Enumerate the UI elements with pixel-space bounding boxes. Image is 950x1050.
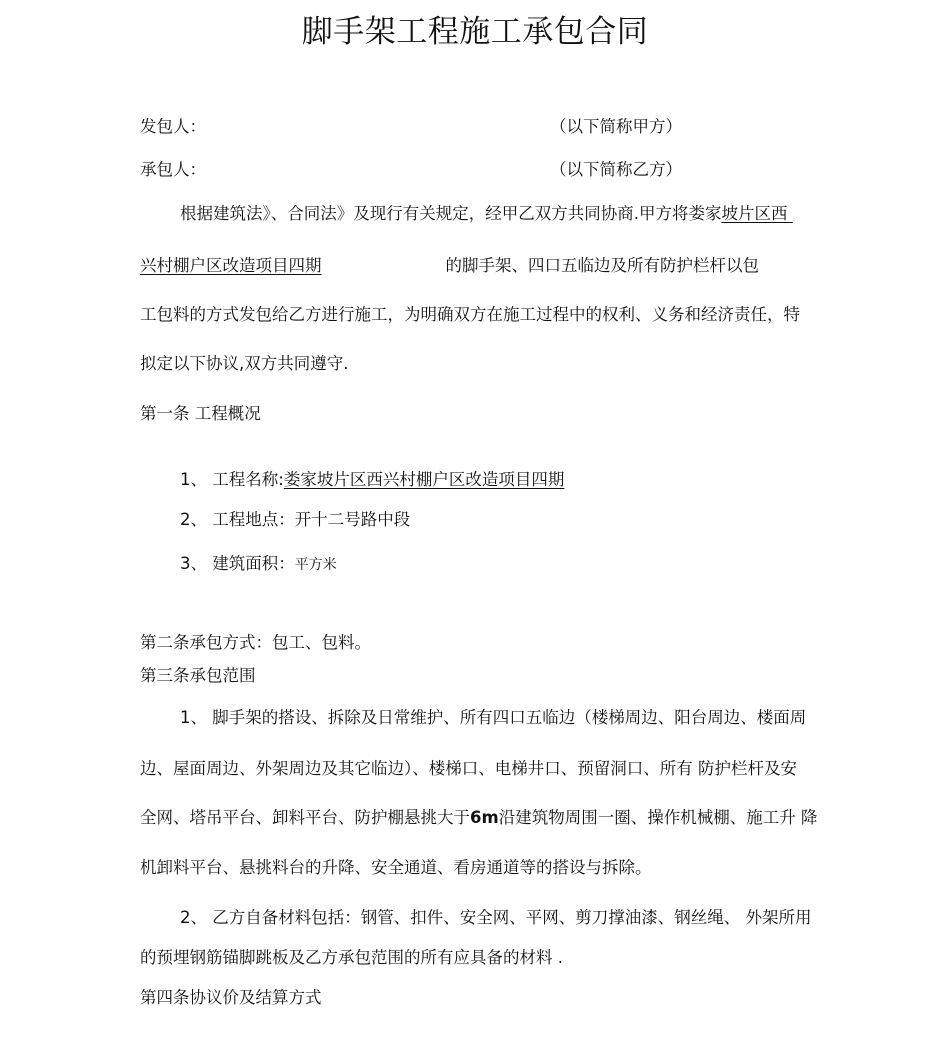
party-a-label: 发包人： [140,117,206,136]
preamble-line-4: 拟定以下协议,双方共同遵守. [140,354,349,373]
article-1-heading: 第一条 工程概况 [140,404,261,423]
article-3-heading: 第三条承包范围 [140,666,256,685]
item-3-unit: 平方米 [294,557,337,573]
project-name-underlined-part2: 兴村棚户区改造项目四期 [140,256,322,275]
p1-line-3-part-a: 全网、塔吊平台、卸料平台、防护棚悬挑大于 [140,808,470,827]
article-3-p1-line-1: 1、 脚手架的搭设、拆除及日常维护、所有四口五临边（楼梯周边、阳台周边、楼面周 [180,708,807,727]
article-1-item-3 [180,552,337,577]
preamble-line-1-text: 根据建筑法》、合同法》及现行有关规定，经甲乙双方共同协商.甲方将娄家 [180,204,722,223]
article-3-p1-line-2: 边、屋面周边、外架周边及其它临边）、楼梯口、电梯井口、预留洞口、所有 防护栏杆及安 [140,759,797,778]
underline-blank [788,202,796,226]
preamble-line-2 [140,254,759,278]
article-1-item-2: 2、 工程地点：开十二号路中段 [180,510,411,529]
item-1-label: 1、 工程名称: [180,470,284,489]
article-1-item-1 [180,468,564,492]
document-title: 脚手架工程施工承包合同 [301,14,649,50]
party-a-row [140,115,206,139]
party-a-alias: （以下简称甲方） [550,117,682,136]
article-3-p2-line-2: 的预埋钢筋锚脚跳板及乙方承包范围的所有应具备的材料 . [140,948,563,967]
article-3-p2-line-1: 2、 乙方自备材料包括：钢管、扣件、安全网、平网、剪刀撑油漆、钢丝绳、 外架所用 [180,908,812,927]
item-1-project-name: 娄家坡片区西兴村棚户区改造项目四期 [283,470,565,489]
article-3-p1-line-3 [140,806,817,830]
party-b-label: 承包人： [140,160,206,179]
party-b-alias: （以下简称乙方） [550,160,682,179]
article-3-p1-line-4: 机卸料平台、悬挑料台的升降、安全通道、看房通道等的搭设与拆除。 [140,858,652,877]
party-b-row [140,158,206,182]
item-3-label: 3、 建筑面积： [180,554,295,573]
preamble-line-1 [180,202,796,226]
article-4-heading: 第四条协议价及结算方式 [140,988,322,1007]
preamble-line-3: 工包料的方式发包给乙方进行施工，为明确双方在施工过程中的权利、义务和经济责任，特 [140,305,800,324]
preamble-line-2-text: 的脚手架、四口五临边及所有防护栏杆以包 [445,256,759,275]
p1-line-3-part-c: 沿建筑物周围一圈、操作机械棚、施工升 降 [498,808,818,827]
p1-line-3-measure: 6m [470,808,499,827]
article-2-text: 第二条承包方式：包工、包料。 [140,633,371,652]
project-name-underlined-part1: 坡片区西 [721,204,788,223]
